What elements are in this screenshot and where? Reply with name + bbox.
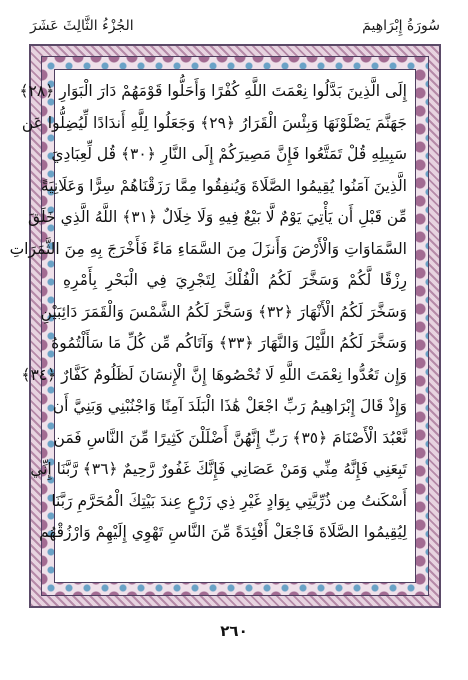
text-line-7: رِزْقًا لَّكُمْ وَسَخَّرَ لَكُمُ الْفُلْكَ لِتَجْرِيَ فِي الْبَحْرِ بِأَمْرِهِ <box>63 271 407 289</box>
text-line-6: السَّمَاوَاتِ وَالْأَرْضَ وَأَنزَلَ مِنَ السَّمَاءِ مَاءً فَأَخْرَجَ بِهِ مِنَ الثَّمَرَاتِ <box>9 239 407 258</box>
text-line-14: أَسْكَنتُ مِن ذُرِّيَّتِي بِوَادٍ غَيْرِ ذِي زَرْعٍ عِندَ بَيْتِكَ الْمُحَرَّمِ رَبَّنَا <box>51 491 407 510</box>
text-line-3: سَبِيلِهِ قُلْ تَمَتَّعُوا فَإِنَّ مَصِيرَكُمْ إِلَى النَّارِ ﴿٣٠﴾ قُل لِّعِبَادِيَ <box>51 145 407 163</box>
text-line-2: جَهَنَّمَ يَصْلَوْنَهَا وَبِئْسَ الْقَرَارُ ﴿٢٩﴾ وَجَعَلُوا لِلَّهِ أَندَادًا لِّيُضِلُّوا عَن <box>21 113 407 132</box>
ornamental-frame <box>9 44 441 608</box>
text-line-1: إِلَى الَّذِينَ بَدَّلُوا نِعْمَتَ اللَّهِ كُفْرًا وَأَحَلُّوا قَوْمَهُمْ دَارَ الْبَوَارِ ﴿٢٨﴾ <box>19 82 407 100</box>
text-line-4: الَّذِينَ آمَنُوا يُقِيمُوا الصَّلَاةَ وَيُنفِقُوا مِمَّا رَزَقْنَاهُمْ سِرًّا وَعَلَانِيَةً <box>40 176 407 195</box>
page-header <box>30 18 440 40</box>
text-line-9: وَسَخَّرَ لَكُمُ اللَّيْلَ وَالنَّهَارَ ﴿٣٣﴾ وَآتَاكُم مِّن كُلِّ مَا سَأَلْتُمُوهُ <box>51 334 407 352</box>
ornamental-border <box>9 56 429 596</box>
text-line-15: لِيُقِيمُوا الصَّلَاةَ فَاجْعَلْ أَفْئِدَةً مِّنَ النَّاسِ تَهْوِي إِلَيْهِمْ وَارْزُقْهُم <box>39 523 407 541</box>
juz-title: الجُزْءُ الثَّالِثَ عَشَرَ <box>30 18 134 34</box>
text-panel <box>9 69 416 583</box>
text-line-5: مِّن قَبْلِ أَن يَأْتِيَ يَوْمٌ لَّا بَيْعٌ فِيهِ وَلَا خِلَالٌ ﴿٣١﴾ اللَّهُ الَّذِي خَلَقَ <box>28 208 407 226</box>
text-line-12: نَّعْبُدَ الْأَصْنَامَ ﴿٣٥﴾ رَبِّ إِنَّهُنَّ أَضْلَلْنَ كَثِيرًا مِّنَ النَّاسِ فَمَن <box>53 428 407 447</box>
text-line-11: وَإِذْ قَالَ إِبْرَاهِيمُ رَبِّ اجْعَلْ هَٰذَا الْبَلَدَ آمِنًا وَاجْنُبْنِي وَبَنِيَّ أَن <box>52 397 407 415</box>
text-line-8: وَسَخَّرَ لَكُمُ الْأَنْهَارَ ﴿٣٢﴾ وَسَخَّرَ لَكُمُ الشَّمْسَ وَالْقَمَرَ دَائِبَيْنِ <box>40 302 407 321</box>
surah-title: سُورَةُ إِبْرَاهِيمَ <box>362 18 440 34</box>
text-line-13: تَبِعَنِي فَإِنَّهُ مِنِّي وَمَنْ عَصَانِي فَإِنَّكَ غَفُورٌ رَّحِيمٌ ﴿٣٦﴾ رَّبَّنَا إِنِّي <box>30 460 407 478</box>
text-line-10: وَإِن تَعُدُّوا نِعْمَتَ اللَّهِ لَا تُحْصُوهَا إِنَّ الْإِنسَانَ لَظَلُومٌ كَفَّارٌ ﴿٣٤﴾ <box>21 365 407 384</box>
page-number: ٢٦٠ <box>220 622 248 640</box>
